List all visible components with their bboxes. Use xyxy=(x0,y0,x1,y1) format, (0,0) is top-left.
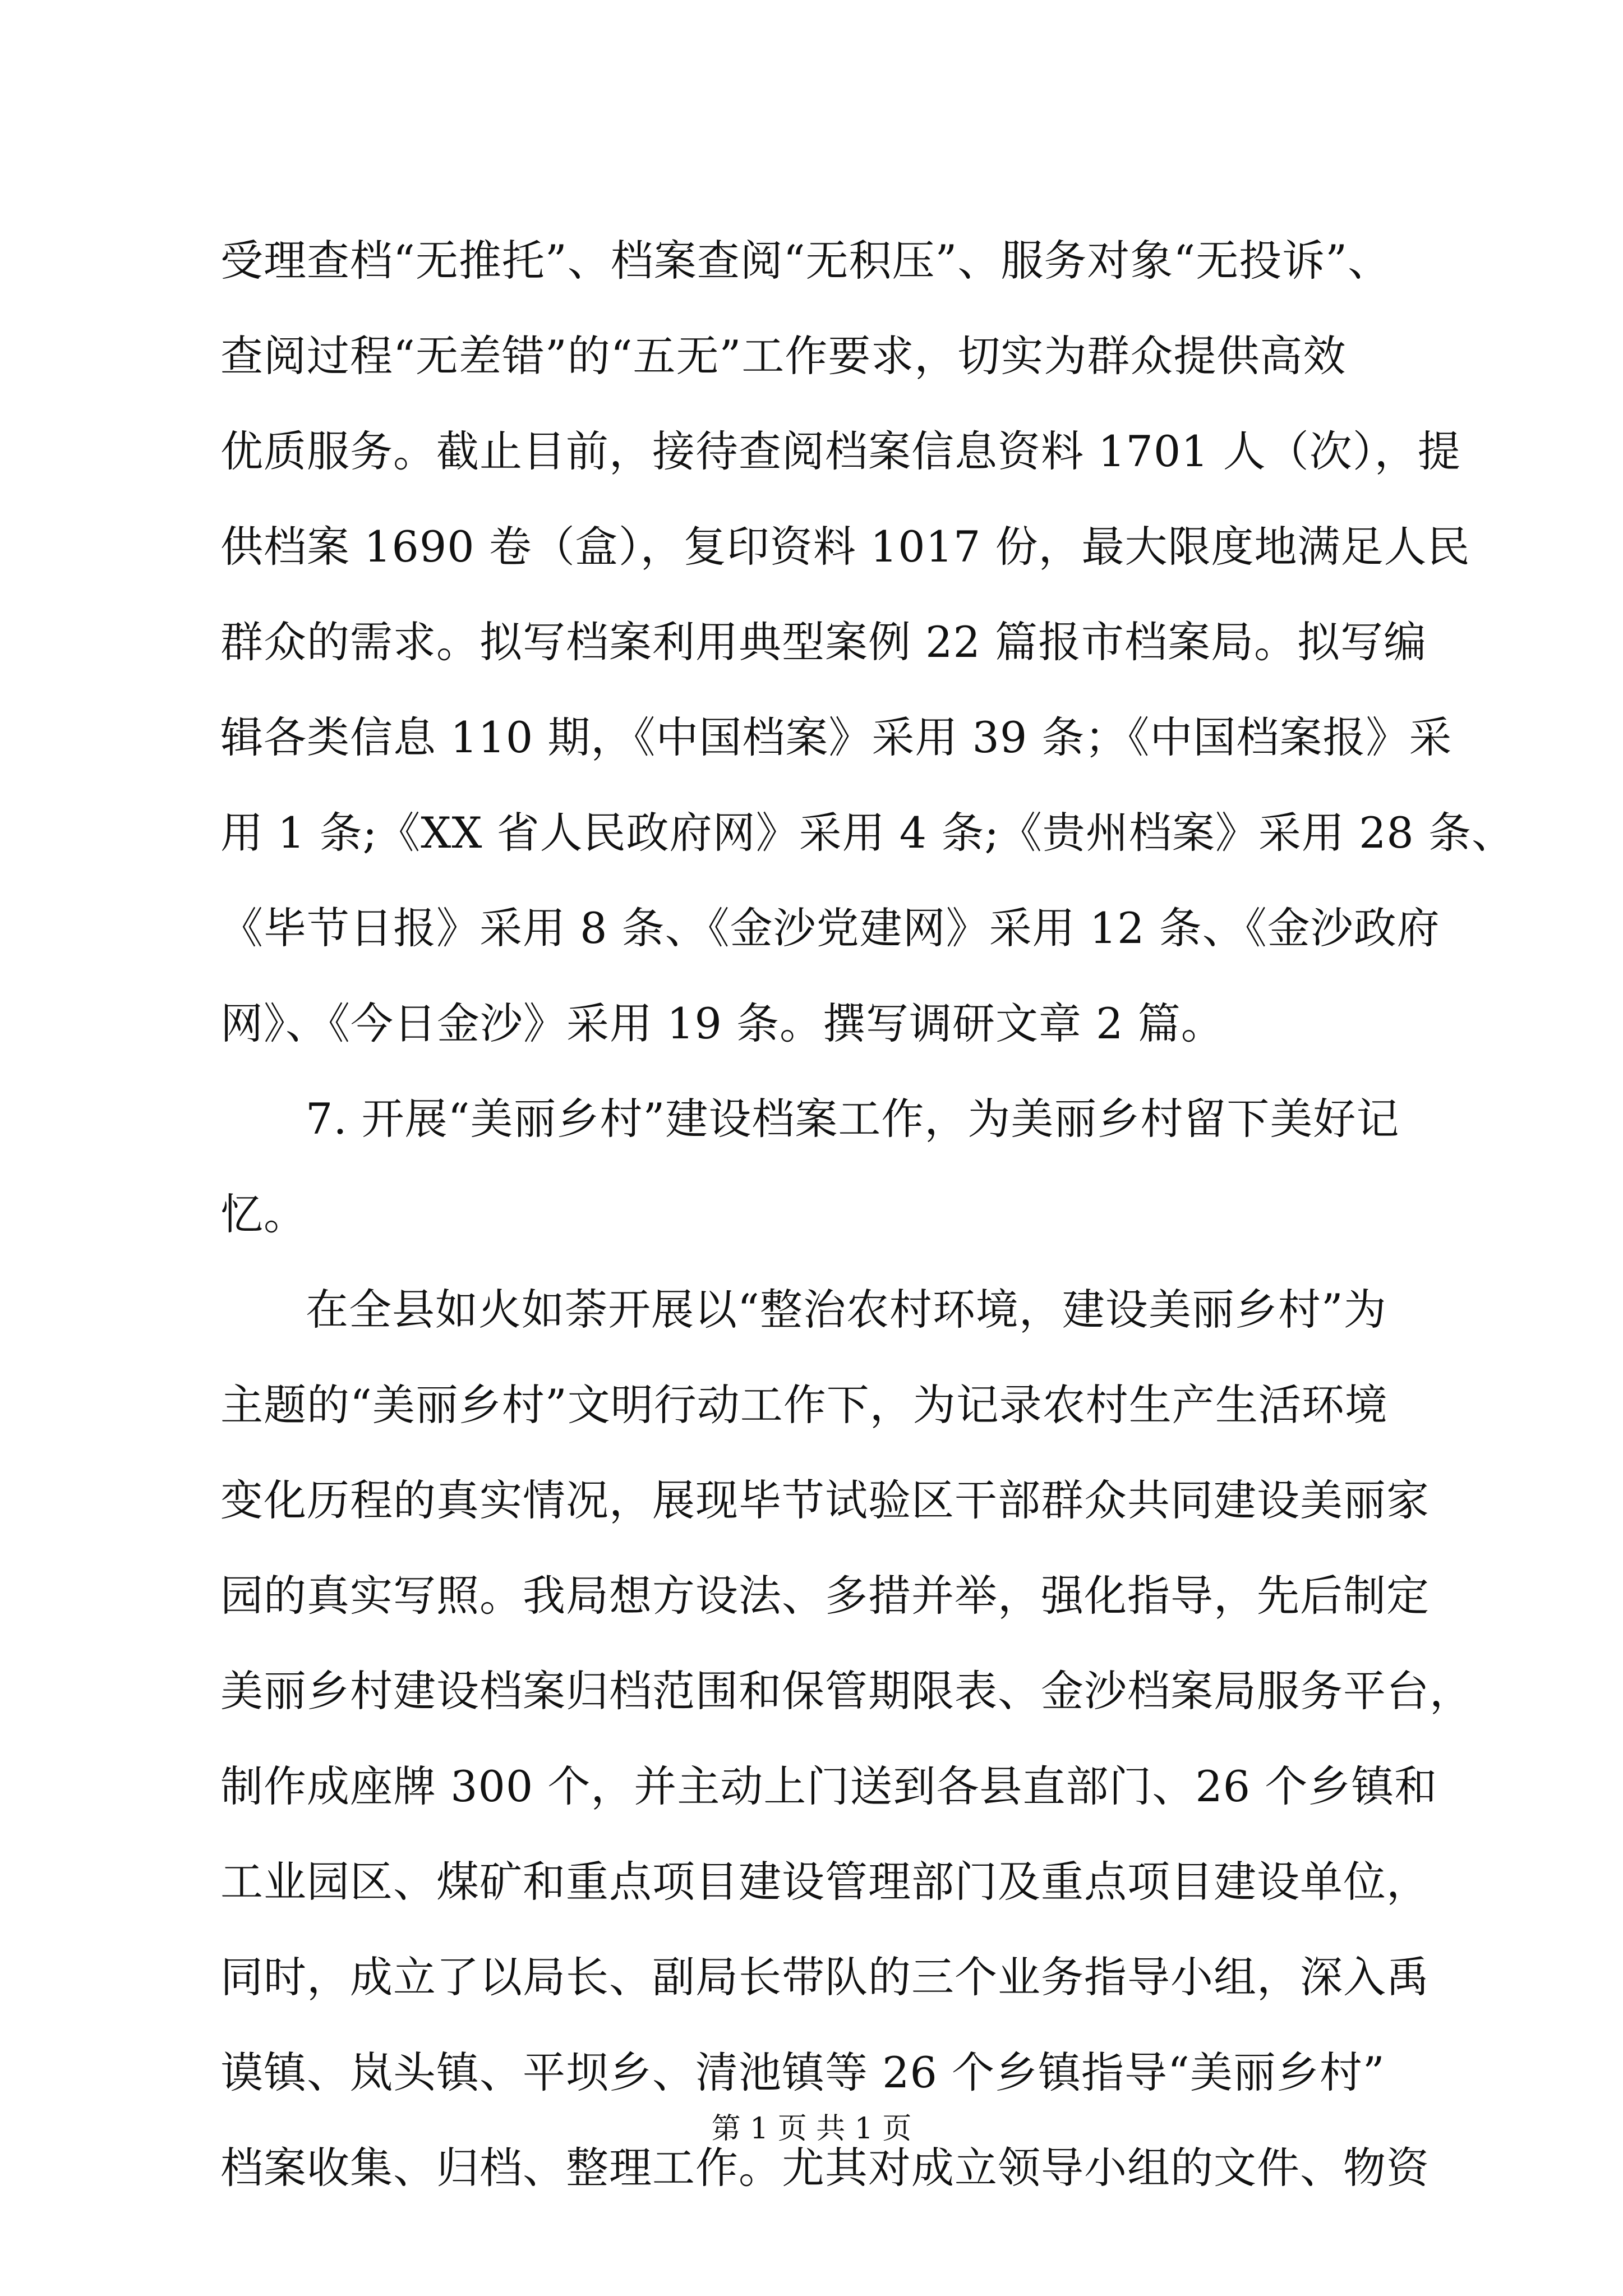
text-line: 用 1 条;《XX 省人民政府网》采用 4 条;《贵州档案》采用 28 条、 xyxy=(220,808,1515,858)
text-line: 制作成座牌 300 个，并主动上门送到各县直部门、26 个乡镇和 xyxy=(220,1761,1438,1811)
text-line: 辑各类信息 110 期，《中国档案》采用 39 条；《中国档案报》采 xyxy=(220,712,1453,762)
text-line: 美丽乡村建设档案归档范围和保管期限表、金沙档案局服务平台， xyxy=(220,1666,1473,1716)
text-line: 查阅过程“无差错”的“五无”工作要求，切实为群众提供高效 xyxy=(220,331,1347,381)
body-text xyxy=(220,213,1515,2216)
text-line: 工业园区、煤矿和重点项目建设管理部门及重点项目建设单位， xyxy=(220,1857,1430,1907)
page-number-footer: 第 1 页 共 1 页 xyxy=(711,2112,912,2146)
text-line: 在全县如火如荼开展以“整治农村环境，建设美丽乡村”为 xyxy=(306,1285,1387,1335)
text-line: 网》、《今日金沙》采用 19 条。撰写调研文章 2 篇。 xyxy=(220,999,1224,1048)
text-line: 变化历程的真实情况，展现毕节试验区干部群众共同建设美丽家 xyxy=(220,1475,1430,1525)
text-line: 园的真实写照。我局想方设法、多措并举，强化指导，先后制定 xyxy=(220,1571,1430,1621)
text-line: 供档案 1690 卷（盒），复印资料 1017 份，最大限度地满足人民 xyxy=(220,522,1470,572)
text-line: 优质服务。截止目前，接待查阅档案信息资料 1701 人（次），提 xyxy=(220,426,1461,476)
text-line: 主题的“美丽乡村”文明行动工作下，为记录农村生产生活环境 xyxy=(220,1380,1388,1430)
text-line: 档案收集、归档、整理工作。尤其对成立领导小组的文件、物资 xyxy=(220,2143,1430,2193)
text-line: 谟镇、岚头镇、平坝乡、清池镇等 26 个乡镇指导“美丽乡村” xyxy=(220,2047,1385,2097)
text-line: 受理查档“无推托”、档案查阅“无积压”、服务对象“无投诉”、 xyxy=(220,236,1391,286)
section-heading-line: 忆。 xyxy=(220,1189,307,1239)
section-heading-line: 7. 开展“美丽乡村”建设档案工作，为美丽乡村留下美好记 xyxy=(306,1094,1400,1144)
text-line: 《毕节日报》采用 8 条、《金沙党建网》采用 12 条、《金沙政府 xyxy=(220,903,1440,953)
text-line: 同时，成立了以局长、副局长带队的三个业务指导小组，深入禹 xyxy=(220,1952,1430,2002)
text-line: 群众的需求。拟写档案利用典型案例 22 篇报市档案局。拟写编 xyxy=(220,617,1427,667)
